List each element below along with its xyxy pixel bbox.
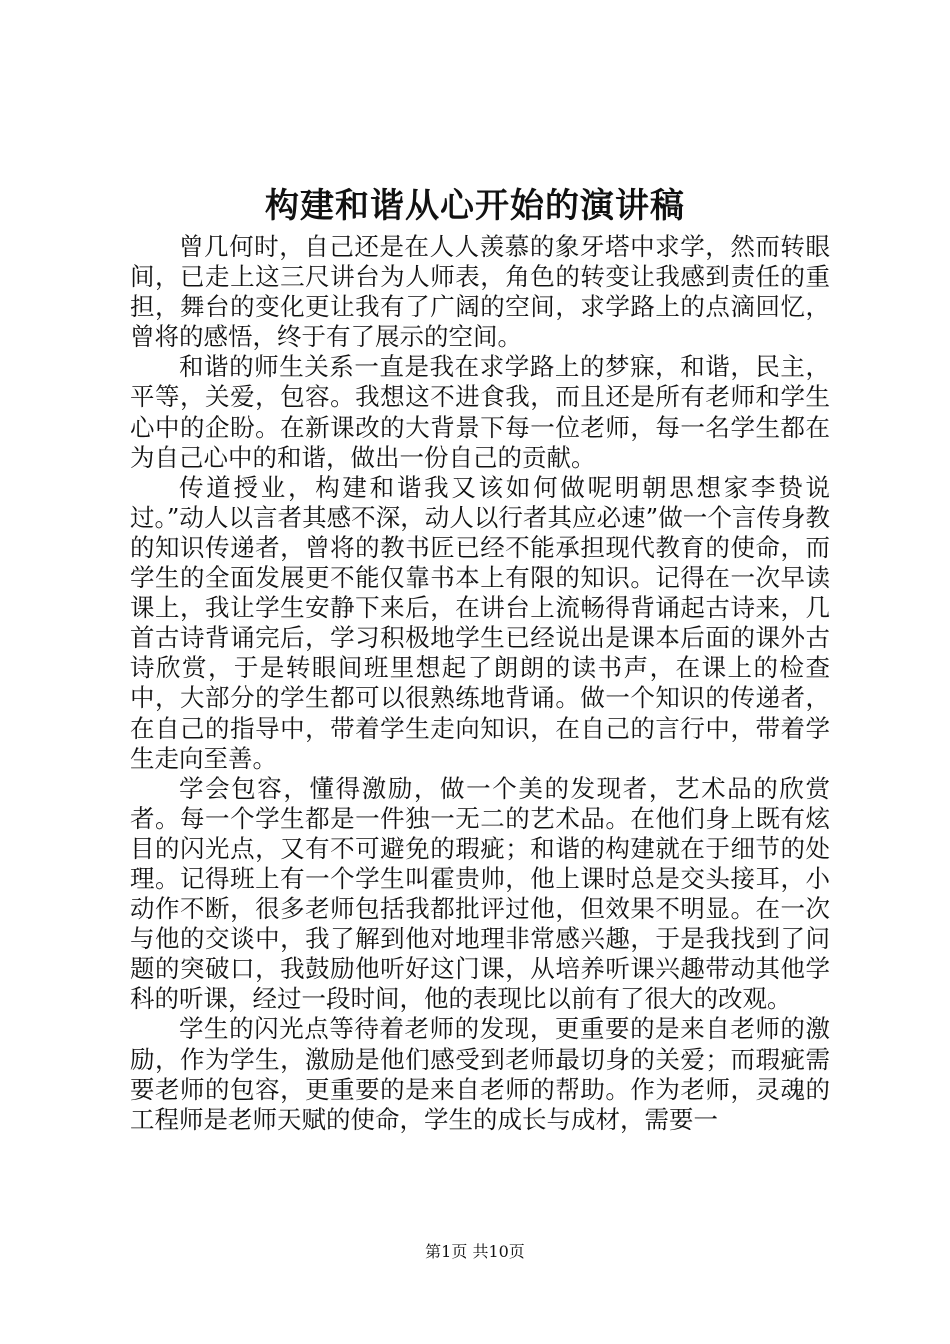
document-body: [130, 232, 830, 1135]
paragraph: 曾几何时，自己还是在人人羡慕的象牙塔中求学，然而转眼间，已走上这三尺讲台为人师表，角色的转变让我感到责任的重担，舞台的变化更让我有了广阔的空间，求学路上的点滴回忆，曾将的感悟，终于有了展示的空间。: [130, 232, 830, 352]
paragraph: 学会包容，懂得激励，做一个美的发现者，艺术品的欣赏者。每一个学生都是一件独一无二的艺术品。在他们身上既有炫目的闪光点，又有不可避免的瑕疵；和谐的构建就在于细节的处理。记得班上有一个学生叫霍贵帅，他上课时总是交头接耳，小动作不断，很多老师包括我都批评过他，但效果不明显。在一次与他的交谈中，我了解到他对地理非常感兴趣，于是我找到了问题的突破口，我鼓励他听好这门课，从培养听课兴趣带动其他学科的听课，经过一段时间，他的表现比以前有了很大的改观。: [130, 773, 830, 1014]
paragraph: 传道授业，构建和谐我又该如何做呢明朝思想家李贽说过。”动人以言者其感不深，动人以行者其应必速”做一个言传身教的知识传递者，曾将的教书匠已经不能承担现代教育的使命，而学生的全面发展更不能仅靠书本上有限的知识。记得在一次早读课上，我让学生安静下来后，在讲台上流畅得背诵起古诗来，几首古诗背诵完后，学习积极地学生已经说出是课本后面的课外古诗欣赏，于是转眼间班里想起了朗朗的读书声，在课上的检查中，大部分的学生都可以很熟练地背诵。做一个知识的传递者，在自己的指导中，带着学生走向知识，在自己的言行中，带着学生走向至善。: [130, 472, 830, 773]
paragraph: 学生的闪光点等待着老师的发现，更重要的是来自老师的激励，作为学生，激励是他们感受到老师最切身的关爱；而瑕疵需要老师的包容，更重要的是来自老师的帮助。作为老师，灵魂的工程师是老师天赋的使命，学生的成长与成材，需要一: [130, 1014, 830, 1134]
document-title: 构建和谐从心开始的演讲稿: [265, 186, 685, 226]
paragraph: 和谐的师生关系一直是我在求学路上的梦寐，和谐，民主，平等，关爱，包容。我想这不进食我，而且还是所有老师和学生心中的企盼。在新课改的大背景下每一位老师，每一名学生都在为自己心中的和谐，做出一份自己的贡献。: [130, 352, 830, 472]
page-number-footer: 第1页 共10页: [425, 1242, 525, 1261]
